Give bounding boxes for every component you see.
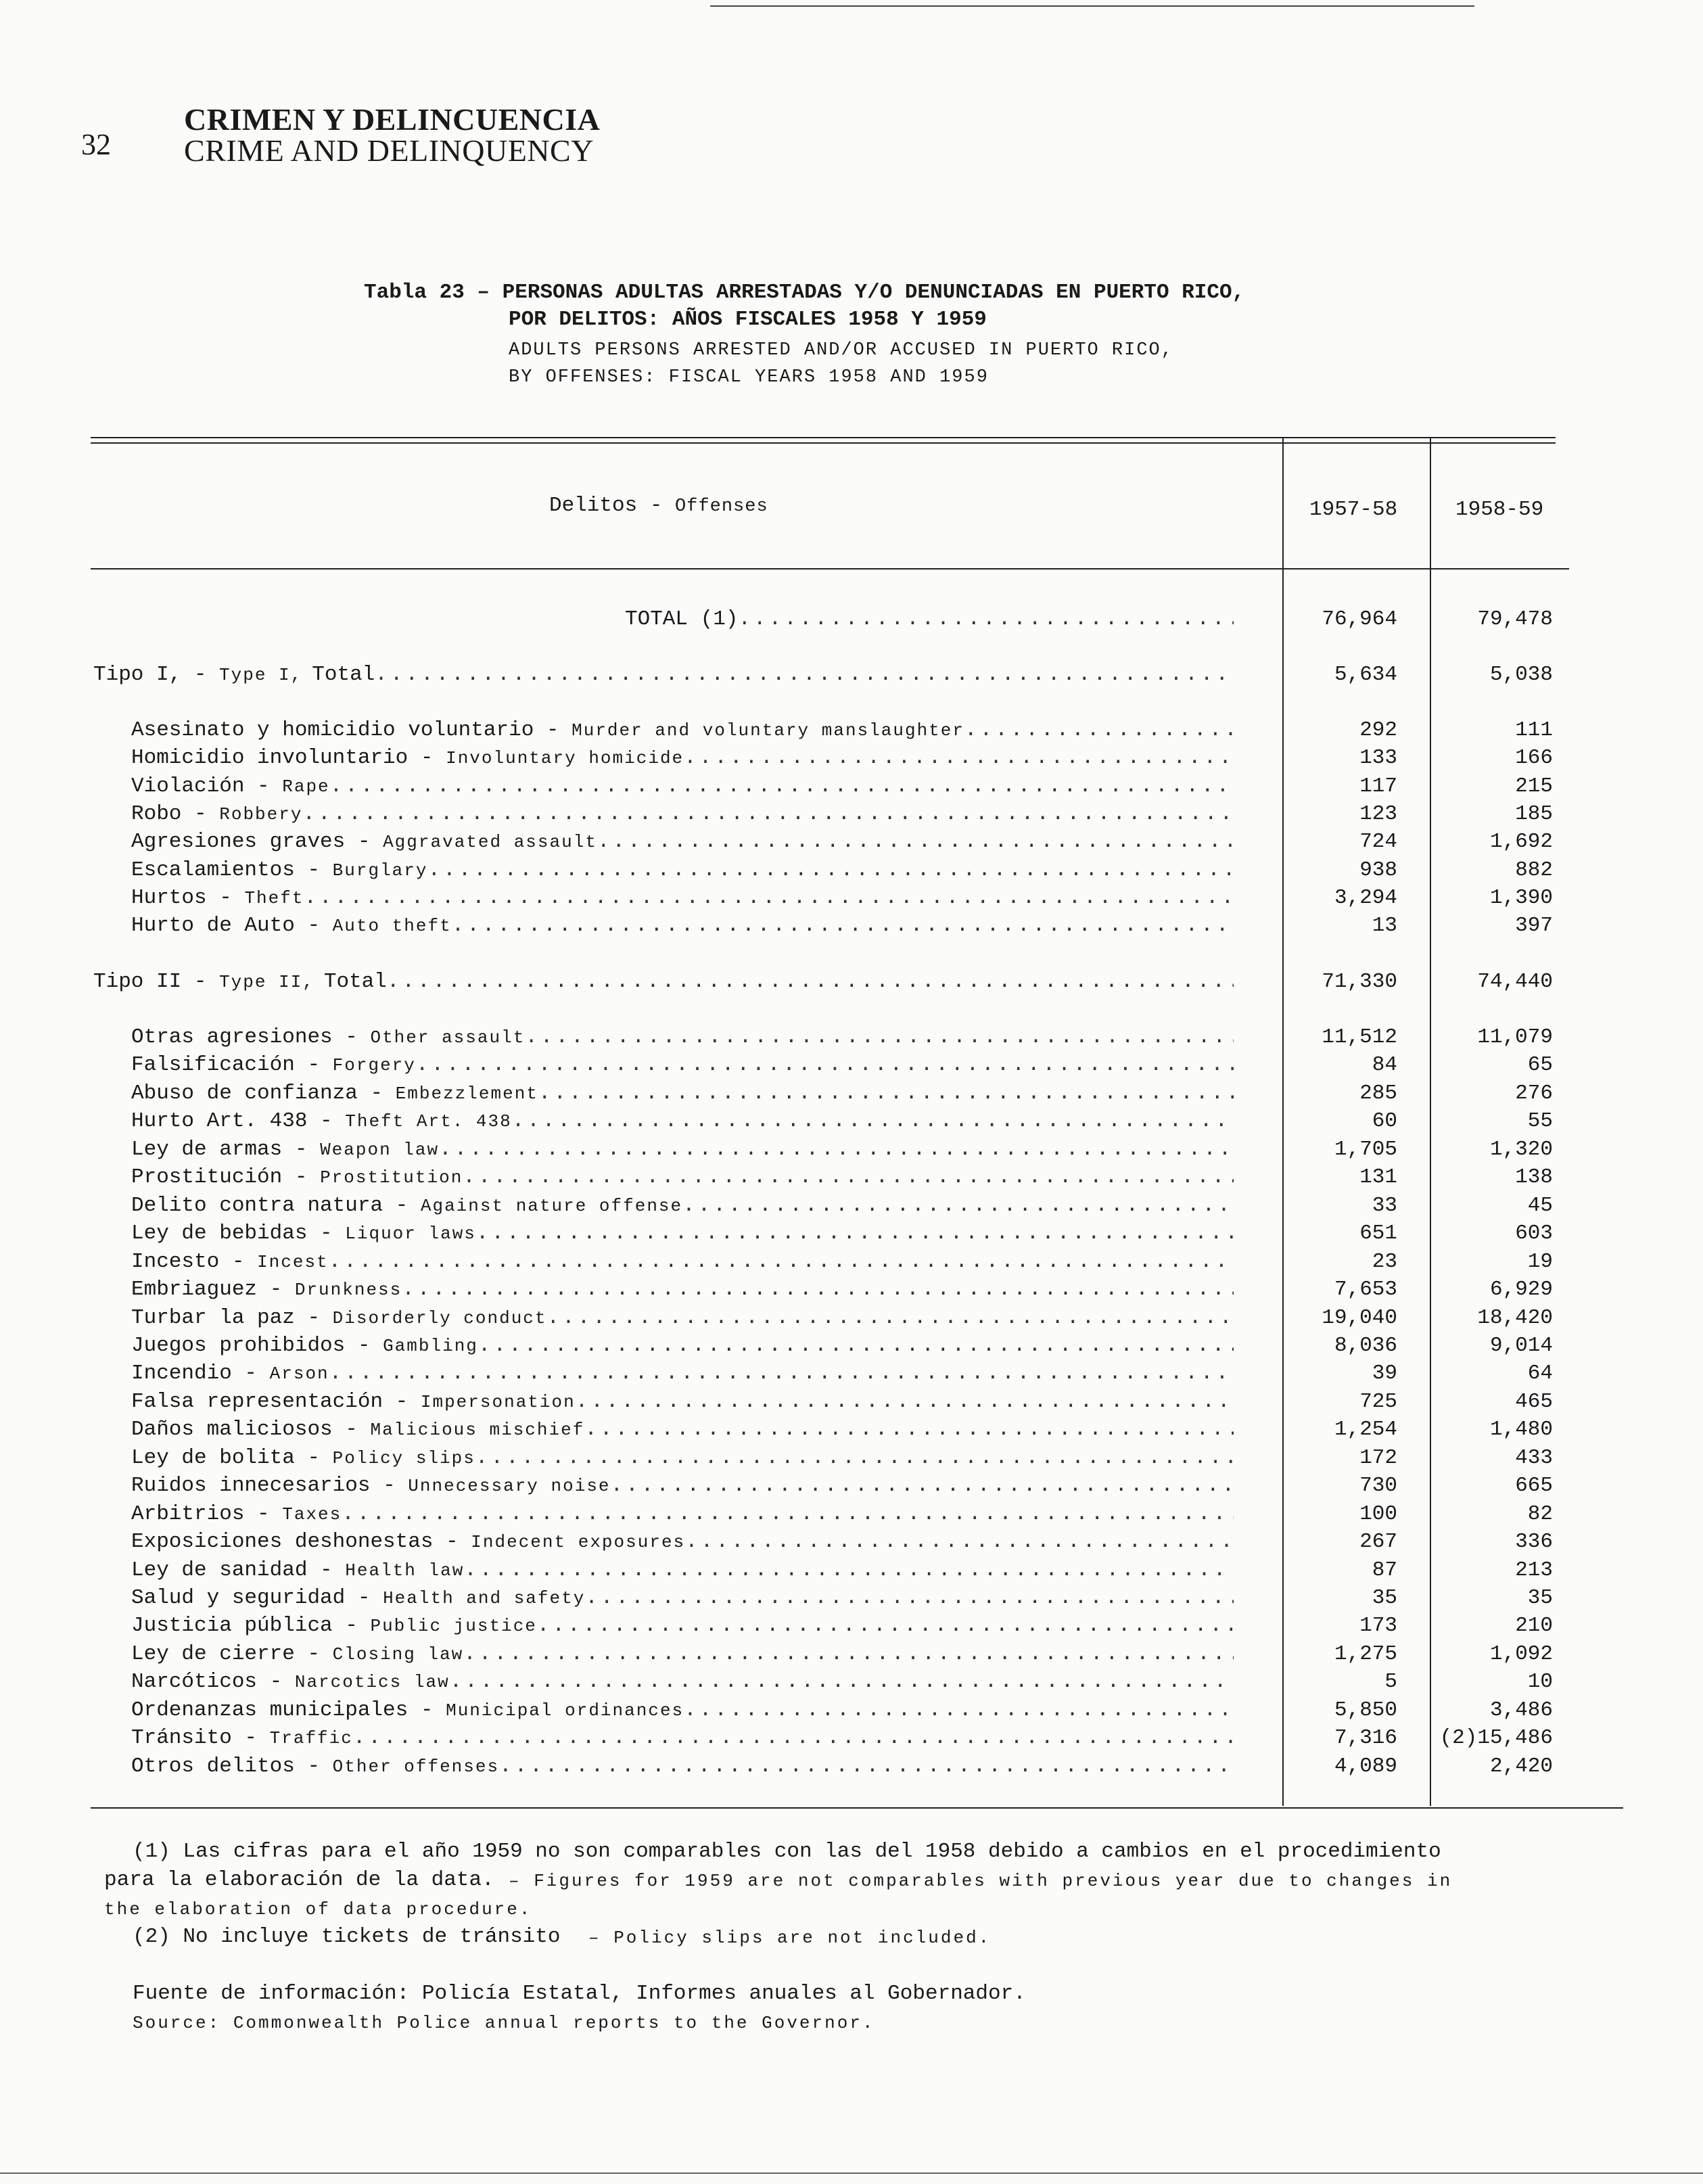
type1-value-1958-59: 5,038 xyxy=(1489,663,1553,687)
type2-offense-en: Public justice xyxy=(370,1616,537,1637)
table-row: Arbitrios - Taxes ..... 100 82 xyxy=(0,1502,1703,1531)
type2-value-1957-58: 4,089 xyxy=(1334,1754,1397,1778)
table-row: Ley de cierre - Closing law ..... 1,275 1,092 xyxy=(0,1642,1703,1671)
type2-offense-en: Policy slips xyxy=(332,1447,475,1468)
type2-offense-es: Daños maliciosos xyxy=(131,1418,333,1442)
type1-value-1957-58: 13 xyxy=(1372,914,1397,938)
table-row: Incesto - Incest ..... 23 19 xyxy=(0,1250,1703,1278)
type1-value-1958-59: 1,692 xyxy=(1489,830,1553,854)
table-row: Delito contra natura - Against nature offense ..... 33 45 xyxy=(0,1194,1703,1222)
type2-value-1957-58: 8,036 xyxy=(1334,1333,1397,1357)
type1-value-1958-59: 215 xyxy=(1515,774,1553,798)
table-title-es-line2: POR DELITOS: AÑOS FISCALES 1958 Y 1959 xyxy=(509,308,987,331)
table-row: Falsificación - Forgery ..... 84 65 xyxy=(0,1053,1703,1082)
type2-value-1958-59: 45 xyxy=(1527,1193,1553,1217)
type1-offense-en: Involuntary homicide xyxy=(446,748,684,769)
page-number: 32 xyxy=(81,128,111,161)
table-title-en-line1: ADULTS PERSONS ARRESTED AND/OR ACCUSED IN PUERTO RICO, xyxy=(509,340,1173,361)
table-row: Ley de sanidad - Health law ..... 87 213 xyxy=(0,1558,1703,1587)
type2-value-1957-58: 730 xyxy=(1359,1474,1397,1498)
type2-offense-en: Other offenses xyxy=(332,1756,500,1777)
type1-value-1957-58: 724 xyxy=(1359,830,1397,854)
type2-value-1958-59: 6,929 xyxy=(1489,1278,1553,1302)
type2-label-total: Total xyxy=(323,970,387,994)
type1-offense-es: Asesinato y homicidio voluntario xyxy=(131,718,534,742)
type2-offense-es: Justicia pública xyxy=(131,1614,333,1638)
type2-offense-es: Incesto xyxy=(131,1249,220,1274)
type2-offense-es: Salud y seguridad xyxy=(131,1586,346,1610)
type1-value-1957-58: 117 xyxy=(1359,774,1397,798)
type2-value-1957-58: 7,316 xyxy=(1334,1726,1397,1750)
footnote-1-es-line2: para la elaboración de la data. xyxy=(104,1868,494,1892)
type2-value-1958-59: 665 xyxy=(1515,1474,1553,1498)
type2-value-1957-58: 173 xyxy=(1359,1614,1397,1638)
type1-value-1957-58: 123 xyxy=(1359,801,1397,826)
type2-offense-en: Unnecessary noise xyxy=(408,1476,611,1497)
type2-offense-en: Closing law xyxy=(332,1644,464,1665)
type2-value-1958-59: 276 xyxy=(1515,1081,1553,1105)
type2-offense-es: Arbitrios xyxy=(131,1502,245,1526)
type2-offense-es: Delito contra natura xyxy=(131,1193,383,1217)
type1-offense-es: Violación xyxy=(131,774,245,798)
type2-value-1957-58: 651 xyxy=(1359,1222,1397,1246)
type2-value-1957-58: 19,040 xyxy=(1322,1305,1397,1330)
column-header-offenses-en: Offenses xyxy=(675,496,768,517)
table-row: Daños maliciosos - Malicious mischief ..... 1,254 1,480 xyxy=(0,1418,1703,1446)
type2-value-1958-59: (2)15,486 xyxy=(1439,1726,1553,1750)
type1-offense-en: Burglary xyxy=(332,860,428,881)
type2-value-1957-58: 7,653 xyxy=(1334,1278,1397,1302)
type2-value-1957-58: 267 xyxy=(1359,1530,1397,1554)
type2-offense-en: Theft Art. 438 xyxy=(345,1111,512,1132)
table-row: Asesinato y homicidio voluntario - Murder and voluntary manslaughter ..... 292 111 xyxy=(0,718,1703,747)
type1-label-es: Tipo I, xyxy=(93,663,182,687)
type2-value-1957-58: 100 xyxy=(1359,1502,1397,1526)
type2-value-1957-58: 60 xyxy=(1372,1109,1397,1134)
type2-value-1958-59: 55 xyxy=(1527,1109,1553,1134)
type2-offense-es: Tránsito xyxy=(131,1726,232,1750)
type2-value-1957-58: 33 xyxy=(1372,1193,1397,1217)
type2-value-1957-58: 1,254 xyxy=(1334,1418,1397,1442)
type1-offense-en: Auto theft xyxy=(332,916,452,937)
table-title-es-line1: Tabla 23 – PERSONAS ADULTAS ARRESTADAS Y/O DENUNCIADAS EN PUERTO RICO, xyxy=(364,281,1245,304)
table-row: Hurto Art. 438 - Theft Art. 438 ..... 60 55 xyxy=(0,1109,1703,1138)
table-row: Hurtos - Theft ..... 3,294 1,390 xyxy=(0,886,1703,914)
type1-offense-en: Murder and voluntary manslaughter xyxy=(571,720,964,741)
column-header-1958-59: 1958-59 xyxy=(1455,498,1544,521)
top-page-rule xyxy=(710,5,1474,7)
table-row-type1-total: Tipo I, - Type I, Total ..... 5,634 5,038 xyxy=(0,663,1703,691)
type2-label-en: Type II, xyxy=(219,972,314,992)
type2-value-1958-59: 336 xyxy=(1515,1530,1553,1554)
type2-offense-en: Embezzlement xyxy=(395,1083,538,1104)
table-row: Narcóticos - Narcotics law ..... 5 10 xyxy=(0,1670,1703,1698)
table-row: Ordenanzas municipales - Municipal ordinances ..... 5,850 3,486 xyxy=(0,1698,1703,1727)
type2-value-1957-58: 35 xyxy=(1372,1586,1397,1610)
table-row-type2-total: Tipo II - Type II, Total ..... 71,330 74,440 xyxy=(0,970,1703,998)
type2-offense-en: Prostitution xyxy=(320,1167,463,1188)
table-row: Agresiones graves - Aggravated assault ..... 724 1,692 xyxy=(0,830,1703,858)
type2-value-1958-59: 19 xyxy=(1527,1249,1553,1274)
type2-offense-en: Municipal ordinances xyxy=(446,1700,684,1721)
table-row: Ley de bolita - Policy slips ..... 172 433 xyxy=(0,1446,1703,1474)
type1-offense-es: Hurto de Auto xyxy=(131,914,295,938)
table-row: Otras agresiones - Other assault ..... 11,512 11,079 xyxy=(0,1025,1703,1054)
type2-value-1958-59: 433 xyxy=(1515,1445,1553,1470)
type2-value-1958-59: 213 xyxy=(1515,1558,1553,1582)
source-es: Fuente de información: Policía Estatal, Informes anuales al Gobernador. xyxy=(133,1982,1026,2005)
type2-value-1957-58: 5,850 xyxy=(1334,1698,1397,1722)
type2-value-1957-58: 84 xyxy=(1372,1053,1397,1077)
type2-offense-en: Against nature offense xyxy=(420,1195,683,1216)
type2-offense-en: Impersonation xyxy=(420,1391,576,1412)
type2-offense-en: Forgery xyxy=(332,1055,416,1076)
type2-label-es: Tipo II xyxy=(93,970,182,994)
table-row: Homicidio involuntario - Involuntary homicide ..... 133 166 xyxy=(0,746,1703,774)
type2-value-1958-59: 64 xyxy=(1527,1362,1553,1386)
type1-offense-en: Theft xyxy=(244,887,304,908)
type2-value-1957-58: 1,705 xyxy=(1334,1137,1397,1161)
type1-offense-es: Escalamientos xyxy=(131,858,295,882)
type2-value-1957-58: 71,330 xyxy=(1322,970,1397,994)
type2-offense-es: Ley de armas xyxy=(131,1137,283,1161)
type2-offense-en: Narcotics law xyxy=(294,1672,450,1693)
footnote-2-es: (2) No incluye tickets de tránsito xyxy=(133,1925,561,1949)
type2-offense-en: Malicious mischief xyxy=(370,1420,585,1441)
table-row: Hurto de Auto - Auto theft ..... 13 397 xyxy=(0,914,1703,942)
type1-offense-en: Robbery xyxy=(219,804,303,824)
type2-offense-es: Juegos prohibidos xyxy=(131,1333,346,1357)
table-row: Violación - Rape ..... 117 215 xyxy=(0,774,1703,803)
table-row: Falsa representación - Impersonation ..... 725 465 xyxy=(0,1390,1703,1418)
type2-value-1957-58: 5 xyxy=(1384,1670,1397,1694)
table-row: Embriaguez - Drunkness ..... 7,653 6,929 xyxy=(0,1278,1703,1306)
type2-offense-es: Otras agresiones xyxy=(131,1025,333,1049)
table-top-rule xyxy=(91,437,1556,438)
type1-value-1958-59: 397 xyxy=(1515,914,1553,938)
type1-offense-en: Rape xyxy=(282,776,330,797)
type2-offense-en: Incest xyxy=(257,1251,329,1272)
section-heading-en: CRIME AND DELINQUENCY xyxy=(184,133,594,168)
footnote-1-es-line1: (1) Las cifras para el año 1959 no son comparables con las del 1958 debido a cambios en el procedimiento xyxy=(133,1840,1441,1863)
table-row: Incendio - Arson ..... 39 64 xyxy=(0,1362,1703,1390)
table-row: Turbar la paz - Disorderly conduct ..... 19,040 18,420 xyxy=(0,1306,1703,1334)
column-header-separator: - xyxy=(637,494,676,517)
type2-value-1957-58: 172 xyxy=(1359,1445,1397,1470)
type2-offense-es: Incendio xyxy=(131,1362,232,1386)
type1-offense-es: Homicidio involuntario xyxy=(131,746,409,770)
type2-offense-es: Falsa representación xyxy=(131,1389,383,1414)
source-en: Source: Commonwealth Police annual reports to the Governor. xyxy=(133,2013,875,2033)
type1-value-1958-59: 1,390 xyxy=(1489,885,1553,910)
type2-value-1957-58: 23 xyxy=(1372,1249,1397,1274)
table-row: Escalamientos - Burglary ..... 938 882 xyxy=(0,858,1703,887)
type2-offense-es: Turbar la paz xyxy=(131,1305,295,1330)
column-header-offenses-es: Delitos xyxy=(549,494,638,517)
type2-value-1958-59: 1,092 xyxy=(1489,1642,1553,1666)
type2-value-1957-58: 87 xyxy=(1372,1558,1397,1582)
type2-value-1957-58: 1,275 xyxy=(1334,1642,1397,1666)
table-row: Robo - Robbery ..... 123 185 xyxy=(0,802,1703,831)
type2-offense-es: Prostitución xyxy=(131,1165,283,1190)
type2-value-1958-59: 65 xyxy=(1527,1053,1553,1077)
type2-offense-en: Liquor laws xyxy=(345,1224,476,1245)
type1-value-1957-58: 292 xyxy=(1359,718,1397,742)
type2-offense-en: Traffic xyxy=(269,1728,353,1749)
column-header-1957-58: 1957-58 xyxy=(1309,498,1398,521)
type2-value-1958-59: 1,480 xyxy=(1489,1418,1553,1442)
type2-value-1958-59: 11,079 xyxy=(1477,1025,1553,1049)
type2-offense-en: Health and safety xyxy=(383,1588,586,1608)
table-row: Otros delitos - Other offenses ..... 4,089 2,420 xyxy=(0,1755,1703,1783)
type2-offense-es: Falsificación xyxy=(131,1053,295,1077)
table-top-rule-2 xyxy=(91,442,1556,444)
type1-value-1957-58: 938 xyxy=(1359,858,1397,882)
total-value-1958-59: 79,478 xyxy=(1477,607,1553,631)
type2-offense-en: Weapon law xyxy=(320,1139,440,1160)
type2-offense-es: Ley de bebidas xyxy=(131,1222,308,1246)
header-bottom-rule xyxy=(91,568,1569,570)
type2-value-1958-59: 10 xyxy=(1527,1670,1553,1694)
type2-offense-en: Arson xyxy=(269,1364,329,1385)
column-header-offenses xyxy=(549,494,768,517)
total-value-1957-58: 76,964 xyxy=(1322,607,1397,631)
type1-label-en: Type I, xyxy=(219,665,303,685)
type2-value-1958-59: 3,486 xyxy=(1489,1698,1553,1722)
table-bottom-rule xyxy=(91,1807,1623,1809)
type1-label-total: Total xyxy=(312,663,375,687)
type1-offense-es: Agresiones graves xyxy=(131,830,346,854)
type1-value-1957-58: 133 xyxy=(1359,746,1397,770)
type2-value-1957-58: 39 xyxy=(1372,1362,1397,1386)
type2-offense-en: Health law xyxy=(345,1560,465,1581)
type1-value-1958-59: 111 xyxy=(1515,718,1553,742)
bottom-page-rule xyxy=(0,2173,1703,2174)
table-row: Salud y seguridad - Health and safety ..... 35 35 xyxy=(0,1586,1703,1614)
type2-offense-es: Otros delitos xyxy=(131,1754,295,1778)
type2-value-1958-59: 138 xyxy=(1515,1165,1553,1190)
type2-offense-es: Hurto Art. 438 xyxy=(131,1109,308,1134)
type2-value-1957-58: 11,512 xyxy=(1322,1025,1397,1049)
type2-offense-en: Drunkness xyxy=(294,1280,402,1301)
table-row: Abuso de confianza - Embezzlement ..... 285 276 xyxy=(0,1082,1703,1110)
table-row: Ruidos innecesarios - Unnecessary noise ..... 730 665 xyxy=(0,1474,1703,1502)
table-row: Prostitución - Prostitution ..... 131 138 xyxy=(0,1165,1703,1194)
type1-offense-en: Aggravated assault xyxy=(383,832,597,853)
type2-value-1958-59: 35 xyxy=(1527,1586,1553,1610)
type2-value-1958-59: 82 xyxy=(1527,1502,1553,1526)
type1-value-1957-58: 3,294 xyxy=(1334,885,1397,910)
type1-offense-es: Hurtos xyxy=(131,885,207,910)
type2-offense-es: Narcóticos xyxy=(131,1670,258,1694)
section-heading-es: CRIMEN Y DELINCUENCIA xyxy=(184,102,601,137)
type2-value-1958-59: 74,440 xyxy=(1477,970,1553,994)
table-row: Juegos prohibidos - Gambling ..... 8,036 9,014 xyxy=(0,1334,1703,1362)
type2-offense-es: Ruidos innecesarios xyxy=(131,1474,371,1498)
type1-value-1958-59: 882 xyxy=(1515,858,1553,882)
type2-offense-es: Ley de cierre xyxy=(131,1642,295,1666)
table-row: Tránsito - Traffic ..... 7,316 (2)15,486 xyxy=(0,1726,1703,1755)
type2-value-1958-59: 465 xyxy=(1515,1389,1553,1414)
type1-offense-es: Robo xyxy=(131,801,182,826)
table-title-en-line2: BY OFFENSES: FISCAL YEARS 1958 AND 1959 xyxy=(509,367,989,388)
type2-offense-es: Ordenanzas municipales xyxy=(131,1698,409,1722)
table-row: Ley de armas - Weapon law ..... 1,705 1,320 xyxy=(0,1138,1703,1166)
type2-offense-es: Embriaguez xyxy=(131,1278,258,1302)
type2-offense-es: Abuso de confianza xyxy=(131,1081,358,1105)
type2-offense-es: Exposiciones deshonestas xyxy=(131,1530,434,1554)
type2-offense-en: Indecent exposures xyxy=(471,1532,686,1553)
type2-value-1958-59: 18,420 xyxy=(1477,1305,1553,1330)
type2-offense-es: Ley de bolita xyxy=(131,1445,295,1470)
type2-value-1958-59: 603 xyxy=(1515,1222,1553,1246)
table-row: Exposiciones deshonestas - Indecent exposures ..... 267 336 xyxy=(0,1530,1703,1558)
type2-offense-en: Gambling xyxy=(383,1335,478,1356)
type1-value-1958-59: 166 xyxy=(1515,746,1553,770)
footnote-2-en: – Policy slips are not included. xyxy=(588,1928,992,1948)
type2-offense-en: Disorderly conduct xyxy=(332,1307,547,1328)
table-row-total xyxy=(0,607,1703,636)
total-label: TOTAL (1) xyxy=(625,607,739,631)
type2-value-1958-59: 210 xyxy=(1515,1614,1553,1638)
type1-value-1957-58: 5,634 xyxy=(1334,663,1397,687)
footnote-1-en-line2: – Figures for 1959 are not comparables with previous year due to changes in xyxy=(509,1871,1453,1891)
type1-value-1958-59: 185 xyxy=(1515,801,1553,826)
type2-offense-en: Other assault xyxy=(370,1027,526,1048)
type2-offense-en: Taxes xyxy=(282,1504,342,1525)
footnote-1-en-line3: the elaboration of data procedure. xyxy=(104,1899,532,1920)
type2-offense-es: Ley de sanidad xyxy=(131,1558,308,1582)
type2-value-1957-58: 285 xyxy=(1359,1081,1397,1105)
type2-value-1958-59: 1,320 xyxy=(1489,1137,1553,1161)
type2-value-1958-59: 9,014 xyxy=(1489,1333,1553,1357)
type2-value-1957-58: 725 xyxy=(1359,1389,1397,1414)
type2-value-1957-58: 131 xyxy=(1359,1165,1397,1190)
type2-value-1958-59: 2,420 xyxy=(1489,1754,1553,1778)
table-row: Ley de bebidas - Liquor laws ..... 651 603 xyxy=(0,1222,1703,1250)
table-row: Justicia pública - Public justice ..... 173 210 xyxy=(0,1614,1703,1642)
